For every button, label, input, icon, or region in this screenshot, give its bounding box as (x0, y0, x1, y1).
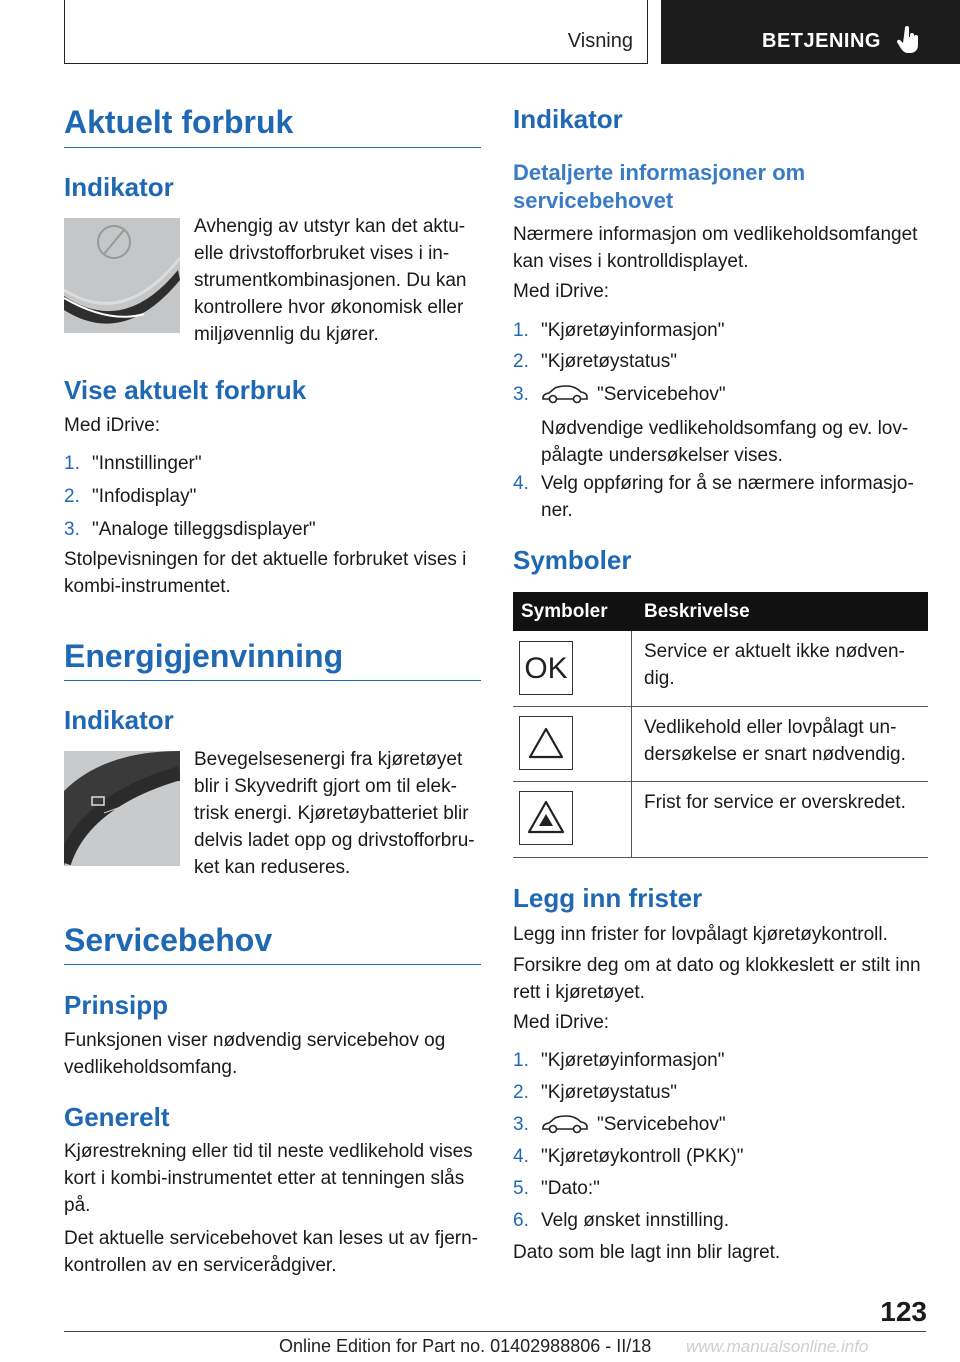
step-3-sub-text: Nødvendige vedlikeholdsomfang og ev. lov- pålagte undersøkelser vises. (541, 418, 909, 466)
car-service-icon (541, 1115, 589, 1135)
heading-vise-forbruk: Vise aktuelt forbruk (64, 375, 307, 405)
indikator-1-text: Avhengig av utstyr kan det aktu- elle drivstofforbruket vises i in- strumentkombinasjonen. Du kan kontrollere hvor økonomisk eller miljøvennlig du kjører. (194, 216, 467, 345)
heading-generelt: Generelt (64, 1102, 170, 1132)
table-row-desc: Frist for service er overskredet. (644, 792, 906, 813)
warning-triangle-icon (519, 716, 573, 770)
heading-symboler: Symboler (513, 545, 632, 575)
hand-pointer-icon (897, 26, 921, 54)
col-header-beskrivelse: Beskrivelse (644, 601, 750, 622)
page-number: 123 (880, 1296, 927, 1327)
frister-text-2: Forsikre deg om at dato og klokkeslett er stilt inn rett i kjøretøyet. (513, 955, 921, 1003)
table-col-divider (631, 631, 632, 857)
generelt-text-2: Det aktuelle servicebehovet kan leses ut av fjern- kontrollen av en servicerådgiver. (64, 1228, 478, 1276)
heading-frister: Legg inn frister (513, 883, 703, 913)
section-rule (64, 147, 481, 148)
frister-text-1: Legg inn frister for lovpålagt kjøretøykontroll. (513, 924, 888, 945)
detail-intro: Med iDrive: (513, 281, 610, 302)
svg-text:OK: OK (524, 652, 568, 685)
footer-edition: Online Edition for Part no. 01402988806 - II/18 (279, 1336, 652, 1356)
section-title-energi: Energigjenvinning (64, 638, 344, 674)
heading-indikator-1: Indikator (64, 172, 174, 202)
vise-note: Stolpevisningen for det aktuelle forbruket vises i kombi-instrumentet. (64, 549, 467, 597)
heading-indikator-right: Indikator (513, 104, 623, 134)
header-chapter-tab (661, 0, 960, 64)
recuperation-gauge-image (64, 751, 180, 866)
table-row-divider (513, 857, 928, 858)
col-header-symboler: Symboler (521, 601, 608, 622)
watermark: www.manualsonline.info (686, 1337, 869, 1356)
generelt-text-1: Kjørestrekning eller tid til neste vedlikehold vises kort i kombi-instrumentet etter at tenningen slås på. (64, 1141, 473, 1216)
table-row-divider (513, 781, 928, 782)
step-4-continuation: ner. (541, 500, 573, 521)
prinsipp-text: Funksjonen viser nødvendig servicebehov og vedlikeholdsomfang. (64, 1030, 446, 1078)
header-section-label: Visning (567, 30, 633, 52)
section-title-forbruk: Aktuelt forbruk (64, 104, 294, 140)
header-chapter-label: BETJENING (762, 30, 881, 52)
section-rule (64, 964, 481, 965)
car-service-icon (541, 385, 589, 405)
footer-rule (64, 1331, 926, 1332)
heading-indikator-2: Indikator (64, 705, 174, 735)
table-row-divider (513, 706, 928, 707)
ok-symbol (519, 641, 573, 695)
detail-text: Nærmere informasjon om vedlikeholdsomfanget kan vises i kontrolldisplayet. (513, 224, 918, 272)
heading-detaljerte: Detaljerte informasjoner om servicebehovet (513, 160, 806, 213)
heading-prinsipp: Prinsipp (64, 990, 169, 1020)
table-row-desc: Service er aktuelt ikke nødven- dig. (644, 641, 905, 689)
section-title-service: Servicebehov (64, 922, 273, 958)
vise-intro: Med iDrive: (64, 415, 161, 436)
symbol-table-header (513, 592, 928, 631)
frister-note: Dato som ble lagt inn blir lagret. (513, 1242, 781, 1263)
section-rule (64, 680, 481, 681)
frister-intro: Med iDrive: (513, 1012, 610, 1033)
table-row-desc: Vedlikehold eller lovpålagt un- dersøkelse er snart nødvendig. (644, 717, 906, 765)
indikator-2-text: Bevegelsesenergi fra kjøretøyet blir i Skyvedrift gjort om til elek- trisk energi. Kjøretøybatteriet blir delvis ladet opp og drivstofforbru- ket kan reduseres. (194, 749, 475, 878)
warning-triangle-filled-icon (519, 791, 573, 845)
header-section-tab (64, 0, 648, 64)
consumption-gauge-image (64, 218, 180, 333)
